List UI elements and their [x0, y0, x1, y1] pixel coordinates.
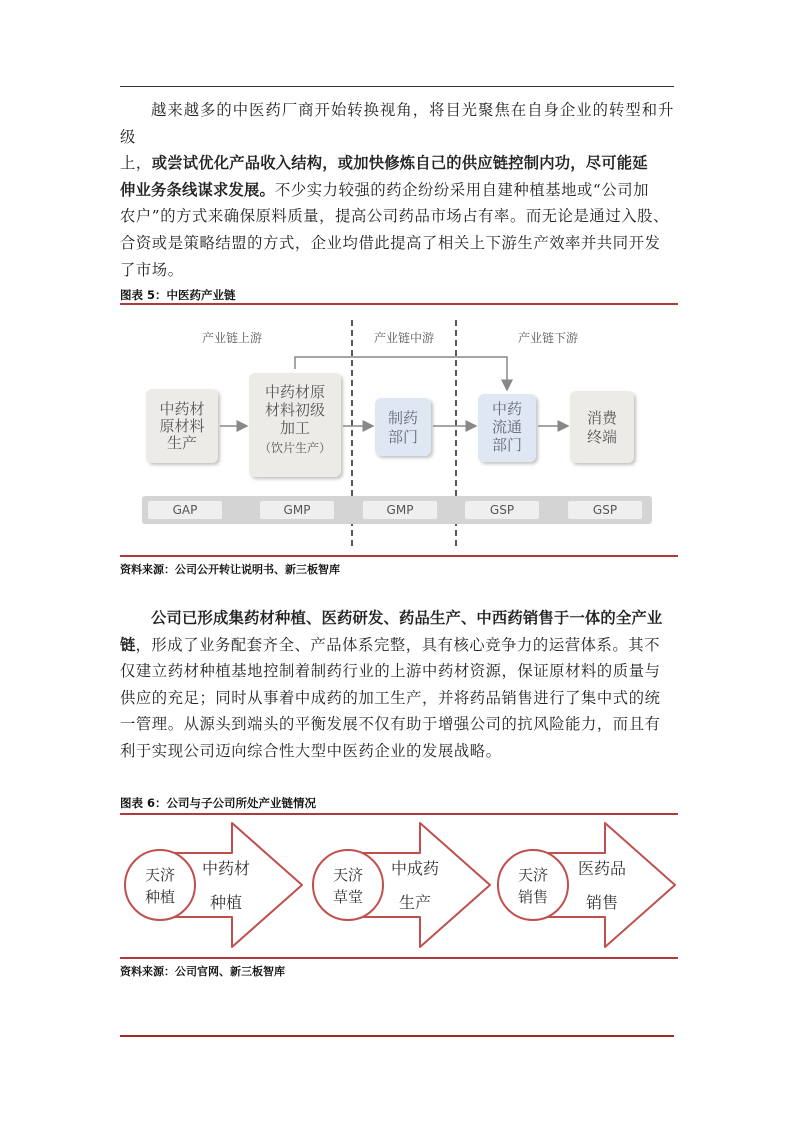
para1-emphasis: 或尝试优化产品收入结构，或加快修炼自己的供应链控制内功，尽可能延 [151, 154, 648, 173]
para2-line3: 仅建立药材种植基地控制着制药行业的上游中药材资源，保证原材料的质量与 [120, 662, 661, 681]
svg-text:GMP: GMP [386, 503, 414, 517]
para1-emphasis-end: 伸业务条线谋求发展。 [120, 180, 275, 199]
para1-line1: 越来越多的中医药厂商开始转换视角，将目光聚焦在自身企业的转型和升级 [120, 101, 674, 146]
para1-line2: 上，或尝试优化产品收入结构，或加快修炼自己的供应链控制内功，尽可能延 [120, 154, 648, 173]
svg-text:（饮片生产）: （饮片生产） [258, 441, 332, 455]
circle-production [313, 850, 383, 920]
svg-text:种植: 种植 [209, 893, 243, 912]
para1-line4: 农户”的方式来确保原料质量，提高公司药品市场占有率。而无论是通过入股、 [120, 207, 669, 226]
svg-text:GSP: GSP [592, 503, 618, 517]
standard-tag-2 [363, 501, 437, 519]
para1-line5: 合资或是策略结盟的方式，企业均借此提高了相关上下游生产效率并共同开发 [120, 233, 661, 252]
figure6-subsidiary-chain-diagram [120, 815, 680, 957]
para2-line1 [120, 605, 674, 632]
figure5-source: 资料来源：公司公开转让说明书、新三板智库 [120, 563, 340, 576]
svg-text:消费: 消费 [586, 409, 618, 427]
svg-text:加工: 加工 [279, 419, 311, 437]
circle-sales [498, 850, 568, 920]
para2-line5: 一管理。从源头到端头的平衡发展不仅有助于增强公司的抗风险能力，而且有 [120, 715, 661, 734]
svg-text:GAP: GAP [172, 503, 198, 517]
chain-item-sales [498, 823, 675, 947]
figure5-bottom-rule [120, 555, 678, 557]
para2-emphasis-end: 链 [120, 635, 136, 654]
stage-upstream: 产业链上游 [201, 331, 263, 345]
svg-text:医药品: 医药品 [577, 859, 627, 878]
svg-text:中成药: 中成药 [390, 859, 440, 878]
box-raw-material [146, 389, 218, 463]
standard-tag-3 [465, 501, 539, 519]
para1-line3: 伸业务条线谋求发展。不少实力较强的药企纷纷采用自建种植基地或“公司加 [120, 180, 650, 199]
svg-text:部门: 部门 [491, 436, 523, 454]
figure6-caption: 图表 6：公司与子公司所处产业链情况 [120, 796, 317, 810]
svg-text:种植: 种植 [144, 888, 176, 906]
svg-text:制药: 制药 [387, 409, 419, 427]
figure6-bottom-rule [120, 957, 678, 959]
chain-item-planting [125, 823, 302, 947]
svg-text:生产: 生产 [166, 434, 198, 452]
svg-text:中药材: 中药材 [201, 859, 251, 878]
para2-line2: 链，形成了业务配套齐全、产品体系完整，具有核心竞争力的运营体系。其不 [120, 635, 661, 654]
svg-text:销售: 销售 [585, 893, 619, 912]
svg-text:天济: 天济 [332, 866, 364, 884]
svg-text:终端: 终端 [586, 428, 618, 446]
stage-midstream: 产业链中游 [373, 331, 435, 345]
figure6-source: 资料来源：公司官网、新三板智库 [120, 965, 285, 978]
svg-text:流通: 流通 [491, 418, 523, 436]
standard-tag-1 [260, 501, 334, 519]
svg-text:GMP: GMP [283, 503, 311, 517]
svg-text:GSP: GSP [489, 503, 515, 517]
box-distribution [478, 394, 536, 462]
svg-text:中药材原: 中药材原 [264, 383, 326, 401]
figure5-industry-chain-diagram [120, 305, 680, 555]
footer-rule [120, 1035, 674, 1037]
para2-line6: 利于实现公司迈向综合性大型中医药企业的发展战略。 [120, 741, 502, 760]
svg-text:销售: 销售 [517, 888, 549, 906]
circle-planting [125, 850, 195, 920]
box-pharma-manufacturing [375, 398, 431, 456]
svg-text:中药材: 中药材 [159, 400, 205, 418]
stage-downstream: 产业链下游 [517, 331, 579, 345]
para2-line4: 供应的充足；同时从事着中成药的加工生产，并将药品销售进行了集中式的统 [120, 688, 661, 707]
para1-line6: 了市场。 [120, 260, 184, 279]
paragraph-industry-transformation [120, 97, 674, 283]
svg-text:中药: 中药 [491, 400, 523, 418]
figure5-caption: 图表 5：中医药产业链 [120, 288, 236, 302]
svg-text:材料初级: 材料初级 [264, 401, 326, 419]
svg-text:部门: 部门 [387, 428, 419, 446]
standard-tag-0 [148, 501, 222, 519]
header-rule [120, 86, 674, 87]
paragraph-full-industry-chain [120, 605, 674, 765]
chain-item-production [313, 823, 490, 947]
standard-tag-4 [568, 501, 642, 519]
svg-text:草堂: 草堂 [332, 888, 364, 906]
box-end-consumer [570, 391, 634, 463]
svg-text:天济: 天济 [144, 866, 176, 884]
svg-text:原材料: 原材料 [159, 417, 205, 435]
box-primary-processing [249, 373, 341, 477]
svg-text:天济: 天济 [517, 866, 549, 884]
para2-emphasis: 公司已形成集药材种植、医药研发、药品生产、中西药销售于一体的全产业 [151, 609, 663, 627]
svg-text:生产: 生产 [398, 893, 432, 912]
